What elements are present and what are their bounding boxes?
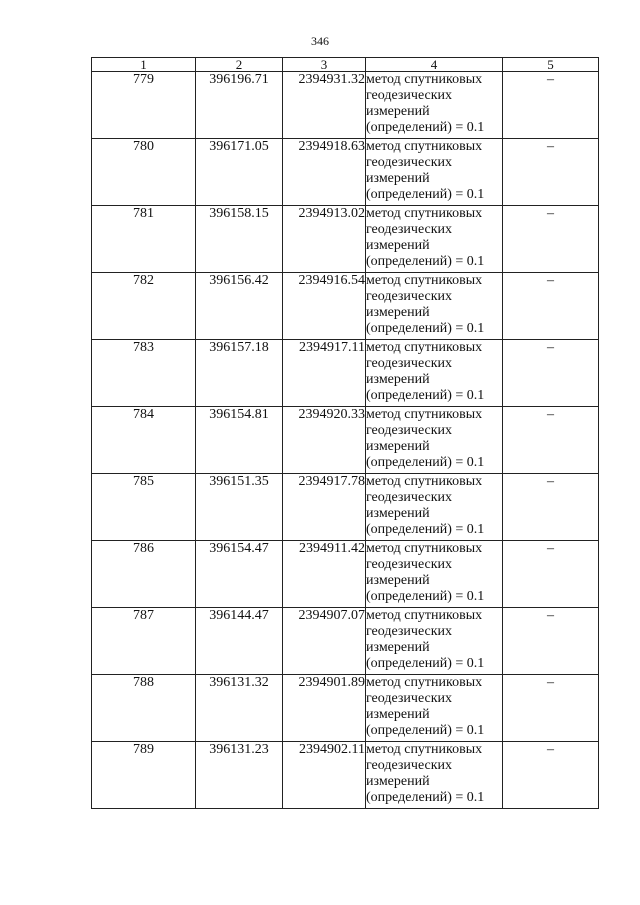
- method-line: измерений: [366, 506, 430, 521]
- method-line: измерений: [366, 640, 430, 655]
- y-coordinate-cell: 2394917.78: [283, 474, 366, 541]
- note-cell: –: [503, 139, 599, 206]
- point-number-cell: 789: [92, 742, 196, 809]
- note-cell: –: [503, 206, 599, 273]
- header-col-5: 5: [503, 58, 599, 72]
- method-line: измерений: [366, 774, 430, 789]
- x-coordinate-cell: 396144.47: [196, 608, 283, 675]
- method-line: (определений) = 0.1: [366, 723, 485, 738]
- point-number-cell: 779: [92, 72, 196, 139]
- table-body: [92, 72, 599, 809]
- method-line: измерений: [366, 573, 430, 588]
- method-line: измерений: [366, 707, 430, 722]
- table-row: [92, 474, 599, 541]
- method-cell: [366, 340, 503, 407]
- y-coordinate-cell: 2394902.11: [283, 742, 366, 809]
- y-coordinate-cell: 2394913.02: [283, 206, 366, 273]
- note-cell: –: [503, 742, 599, 809]
- point-number-cell: 785: [92, 474, 196, 541]
- method-line: геодезических: [366, 356, 453, 371]
- method-line: метод спутниковых: [366, 675, 483, 690]
- y-coordinate-cell: 2394911.42: [283, 541, 366, 608]
- x-coordinate-cell: 396154.81: [196, 407, 283, 474]
- method-line: геодезических: [366, 289, 453, 304]
- point-number-cell: 783: [92, 340, 196, 407]
- point-number-cell: 782: [92, 273, 196, 340]
- table-row: [92, 608, 599, 675]
- y-coordinate-cell: 2394920.33: [283, 407, 366, 474]
- table-row: [92, 340, 599, 407]
- method-cell: [366, 742, 503, 809]
- point-number-cell: 786: [92, 541, 196, 608]
- x-coordinate-cell: 396154.47: [196, 541, 283, 608]
- header-row: [92, 58, 599, 72]
- method-cell: [366, 474, 503, 541]
- note-cell: –: [503, 474, 599, 541]
- x-coordinate-cell: 396157.18: [196, 340, 283, 407]
- header-col-4: 4: [366, 58, 503, 72]
- header-col-2: 2: [196, 58, 283, 72]
- method-line: измерений: [366, 104, 430, 119]
- note-cell: –: [503, 72, 599, 139]
- method-line: геодезических: [366, 624, 453, 639]
- method-line: метод спутниковых: [366, 139, 483, 154]
- method-cell: [366, 206, 503, 273]
- method-line: измерений: [366, 238, 430, 253]
- table-row: [92, 139, 599, 206]
- method-line: геодезических: [366, 155, 453, 170]
- method-line: геодезических: [366, 423, 453, 438]
- table-row: [92, 273, 599, 340]
- method-line: измерений: [366, 439, 430, 454]
- method-line: (определений) = 0.1: [366, 790, 485, 805]
- table-row: [92, 407, 599, 474]
- table-row: [92, 675, 599, 742]
- method-line: метод спутниковых: [366, 608, 483, 623]
- method-line: метод спутниковых: [366, 742, 483, 757]
- point-number-cell: 780: [92, 139, 196, 206]
- method-line: метод спутниковых: [366, 206, 483, 221]
- method-line: измерений: [366, 171, 430, 186]
- table-row: [92, 206, 599, 273]
- method-cell: [366, 407, 503, 474]
- point-number-cell: 787: [92, 608, 196, 675]
- x-coordinate-cell: 396171.05: [196, 139, 283, 206]
- y-coordinate-cell: 2394917.11: [283, 340, 366, 407]
- note-cell: –: [503, 608, 599, 675]
- method-line: метод спутниковых: [366, 273, 483, 288]
- table-header: [92, 58, 599, 72]
- x-coordinate-cell: 396156.42: [196, 273, 283, 340]
- header-col-3: 3: [283, 58, 366, 72]
- note-cell: –: [503, 541, 599, 608]
- method-cell: [366, 608, 503, 675]
- y-coordinate-cell: 2394901.89: [283, 675, 366, 742]
- method-line: геодезических: [366, 88, 453, 103]
- note-cell: –: [503, 407, 599, 474]
- method-cell: [366, 273, 503, 340]
- method-line: (определений) = 0.1: [366, 522, 485, 537]
- point-number-cell: 784: [92, 407, 196, 474]
- method-cell: [366, 541, 503, 608]
- coordinates-table: [91, 57, 599, 809]
- x-coordinate-cell: 396196.71: [196, 72, 283, 139]
- method-line: метод спутниковых: [366, 474, 483, 489]
- table-row: [92, 742, 599, 809]
- note-cell: –: [503, 340, 599, 407]
- y-coordinate-cell: 2394931.32: [283, 72, 366, 139]
- method-line: (определений) = 0.1: [366, 120, 485, 135]
- method-cell: [366, 139, 503, 206]
- page-number: 346: [311, 34, 329, 48]
- method-line: метод спутниковых: [366, 407, 483, 422]
- method-line: (определений) = 0.1: [366, 254, 485, 269]
- method-line: метод спутниковых: [366, 541, 483, 556]
- table-row: [92, 72, 599, 139]
- method-line: геодезических: [366, 691, 453, 706]
- method-line: (определений) = 0.1: [366, 321, 485, 336]
- point-number-cell: 788: [92, 675, 196, 742]
- method-line: измерений: [366, 372, 430, 387]
- note-cell: –: [503, 675, 599, 742]
- x-coordinate-cell: 396151.35: [196, 474, 283, 541]
- y-coordinate-cell: 2394907.07: [283, 608, 366, 675]
- header-col-1: 1: [92, 58, 196, 72]
- method-line: геодезических: [366, 490, 453, 505]
- method-line: (определений) = 0.1: [366, 187, 485, 202]
- y-coordinate-cell: 2394916.54: [283, 273, 366, 340]
- point-number-cell: 781: [92, 206, 196, 273]
- x-coordinate-cell: 396158.15: [196, 206, 283, 273]
- method-line: (определений) = 0.1: [366, 656, 485, 671]
- method-line: (определений) = 0.1: [366, 388, 485, 403]
- method-line: измерений: [366, 305, 430, 320]
- method-line: геодезических: [366, 222, 453, 237]
- method-line: геодезических: [366, 758, 453, 773]
- method-cell: [366, 72, 503, 139]
- method-line: метод спутниковых: [366, 72, 483, 87]
- x-coordinate-cell: 396131.23: [196, 742, 283, 809]
- note-cell: –: [503, 273, 599, 340]
- method-line: геодезических: [366, 557, 453, 572]
- y-coordinate-cell: 2394918.63: [283, 139, 366, 206]
- method-line: метод спутниковых: [366, 340, 483, 355]
- x-coordinate-cell: 396131.32: [196, 675, 283, 742]
- method-cell: [366, 675, 503, 742]
- method-line: (определений) = 0.1: [366, 455, 485, 470]
- method-line: (определений) = 0.1: [366, 589, 485, 604]
- table-row: [92, 541, 599, 608]
